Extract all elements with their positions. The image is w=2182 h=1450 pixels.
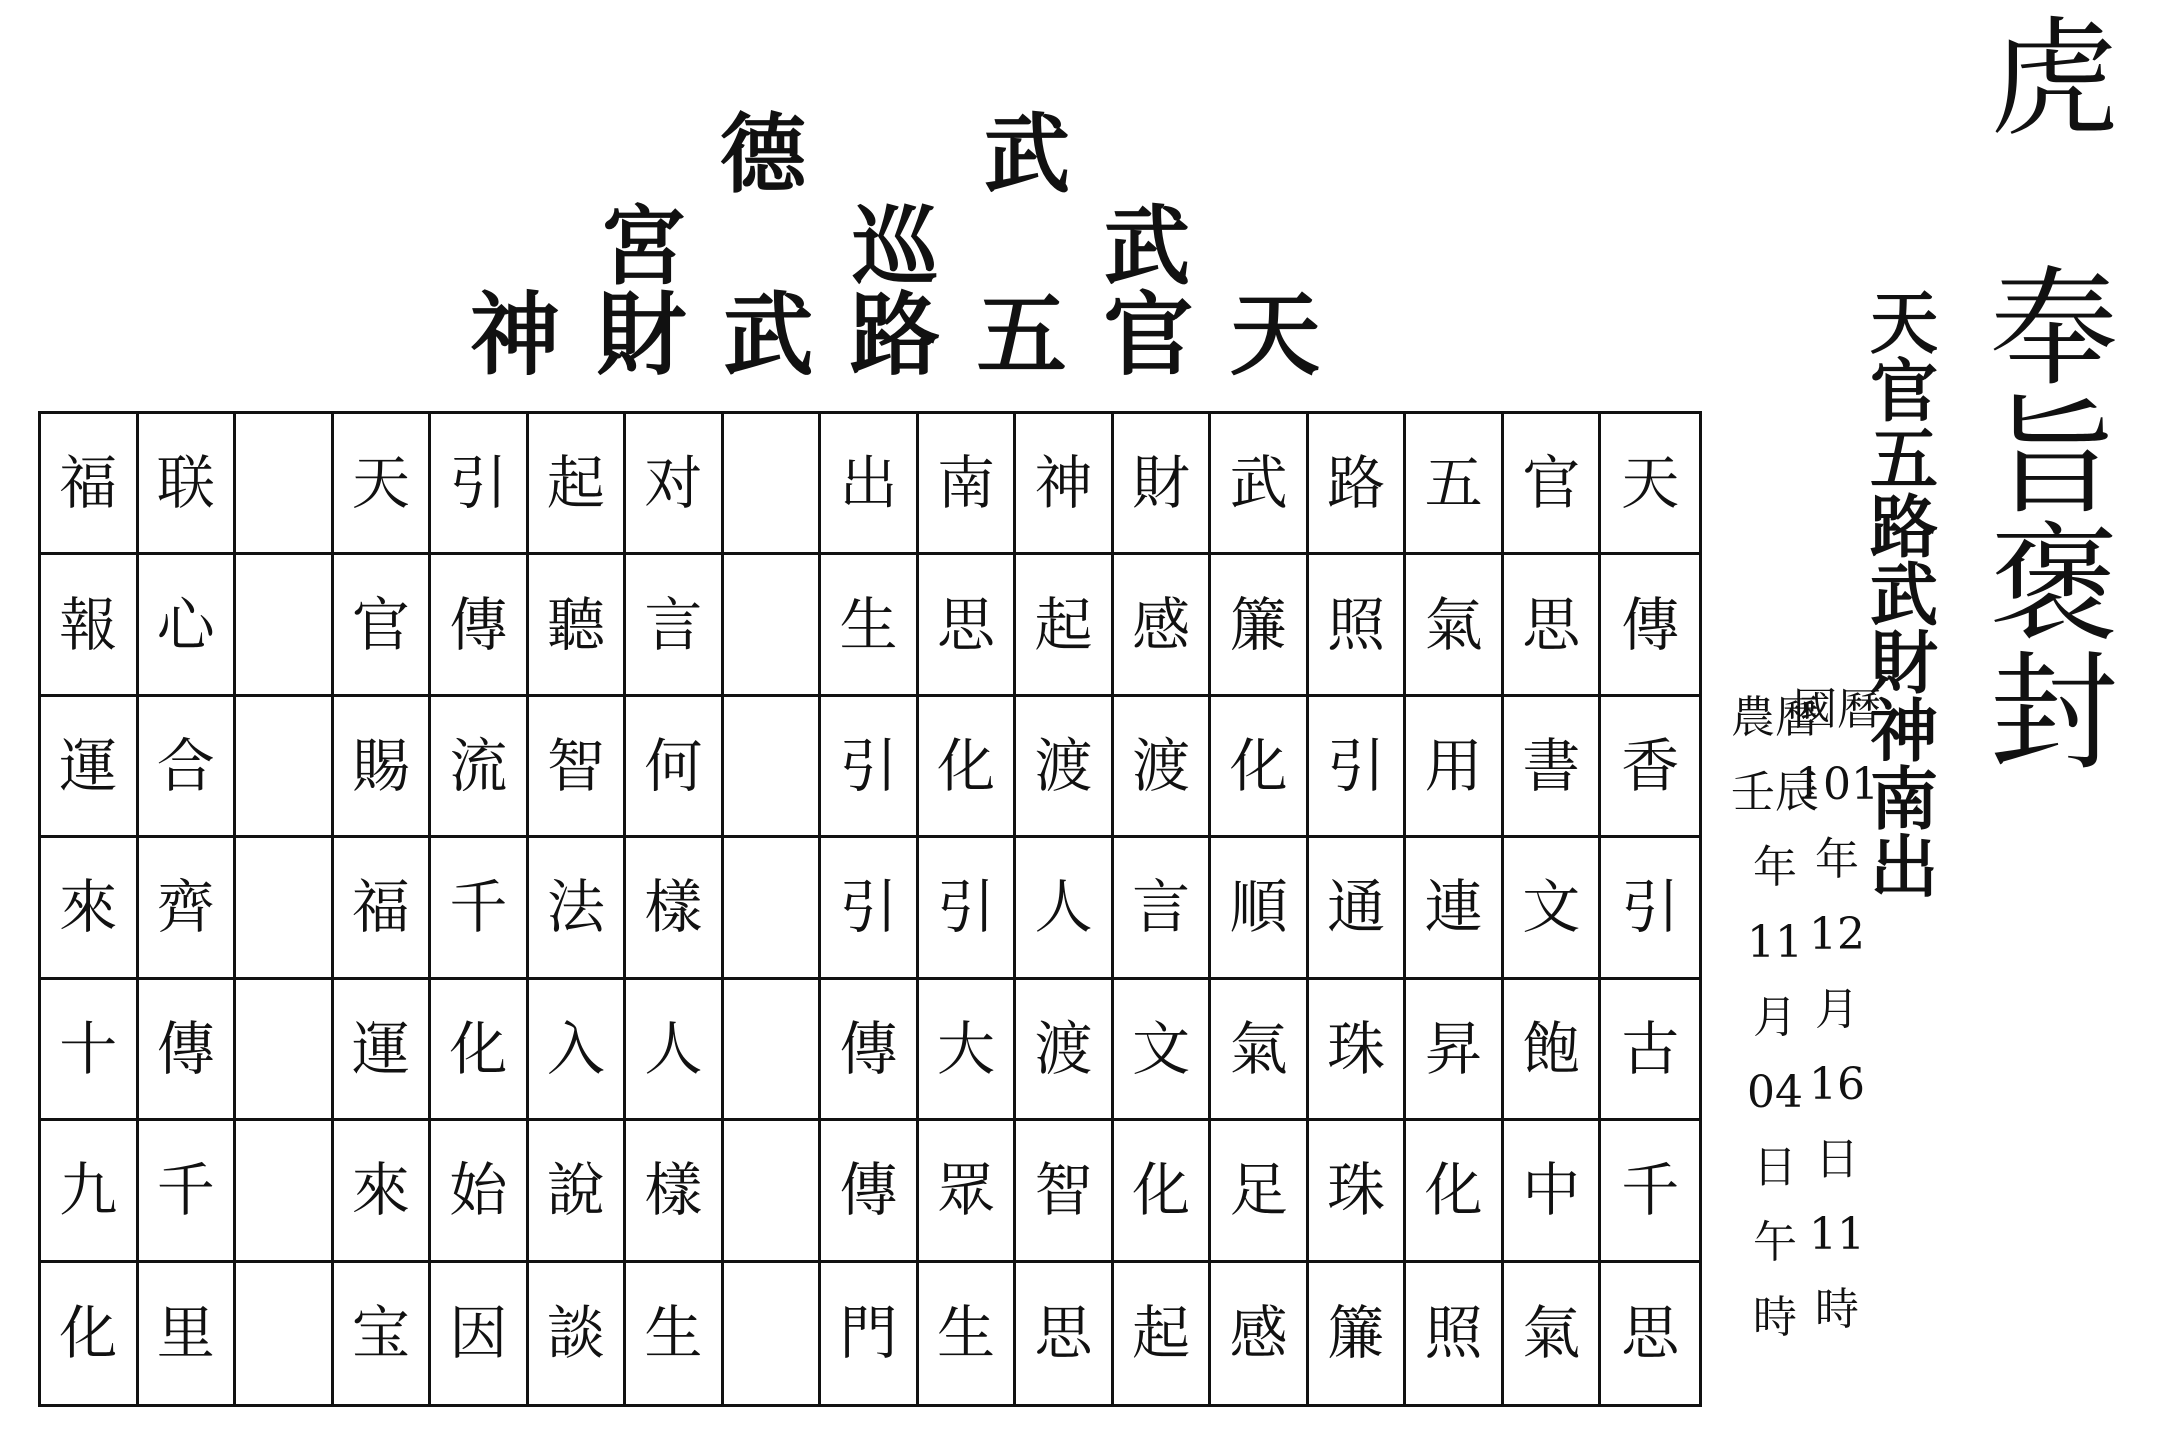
grid-cell: 談 xyxy=(546,1299,605,1368)
gregorian-date-part: 16 xyxy=(1809,1058,1865,1110)
grid-cell: 智 xyxy=(1016,1121,1111,1262)
grid-cell: 文 xyxy=(1114,980,1209,1121)
grid-cell: 珠 xyxy=(1309,980,1404,1121)
lunar-date-part: 時 xyxy=(1753,1291,1797,1343)
grid-cell xyxy=(236,1263,331,1404)
grid-cell: 因 xyxy=(449,1299,508,1368)
heading-character: 天 xyxy=(1229,282,1320,388)
grid-cell: 運 xyxy=(334,980,429,1121)
tiger-character: 虎 xyxy=(1990,5,2119,154)
poem-grid xyxy=(38,411,1702,1407)
grid-cell: 十 xyxy=(41,980,136,1121)
grid-cell: 照 xyxy=(1424,1299,1483,1368)
grid-cell: 官 xyxy=(1504,414,1599,555)
gregorian-date-part: 國曆 xyxy=(1793,683,1881,735)
grid-cell xyxy=(724,697,819,838)
grid-cell: 樣 xyxy=(626,838,721,979)
grid-cell: 入 xyxy=(529,980,624,1121)
grid-cell: 傳 xyxy=(821,1121,916,1262)
grid-cell: 智 xyxy=(529,697,624,838)
heading-character: 德 xyxy=(720,104,806,205)
grid-cell: 大 xyxy=(919,980,1014,1121)
grid-cell: 化 xyxy=(59,1299,118,1368)
grid-column xyxy=(529,414,627,1404)
grid-cell: 照 xyxy=(1309,555,1404,696)
grid-cell: 昇 xyxy=(1406,980,1501,1121)
gregorian-date-part: 時 xyxy=(1815,1283,1859,1335)
gregorian-date-part: 月 xyxy=(1815,983,1859,1035)
grid-cell xyxy=(236,555,331,696)
grid-cell: 傳 xyxy=(1601,555,1699,696)
grid-cell: 氣 xyxy=(1522,1299,1581,1368)
grid-cell: 順 xyxy=(1211,838,1306,979)
grid-cell: 足 xyxy=(1211,1121,1306,1262)
grid-cell: 引 xyxy=(431,414,526,555)
grid-cell: 心 xyxy=(139,555,234,696)
grid-column xyxy=(41,414,139,1404)
lunar-date-part: 午 xyxy=(1753,1216,1797,1268)
grid-cell: 連 xyxy=(1406,838,1501,979)
heading-character: 武 xyxy=(1104,196,1190,297)
grid-cell: 引 xyxy=(821,838,916,979)
heading-line-3 xyxy=(470,282,1320,388)
grid-cell: 流 xyxy=(431,697,526,838)
grid-cell: 官 xyxy=(334,555,429,696)
grid-cell: 運 xyxy=(41,697,136,838)
grid-cell: 言 xyxy=(1114,838,1209,979)
grid-cell: 香 xyxy=(1601,697,1699,838)
grid-column xyxy=(919,414,1017,1404)
grid-column xyxy=(724,414,822,1404)
grid-cell: 里 xyxy=(156,1299,215,1368)
grid-cell: 生 xyxy=(644,1299,703,1368)
grid-cell: 人 xyxy=(1016,838,1111,979)
heading-character: 財 xyxy=(596,282,687,388)
grid-cell: 簾 xyxy=(1211,555,1306,696)
grid-cell: 聽 xyxy=(529,555,624,696)
grid-cell: 九 xyxy=(41,1121,136,1262)
grid-cell xyxy=(724,838,819,979)
gregorian-date-part: 11 xyxy=(1809,1208,1865,1260)
lunar-date-part: 日 xyxy=(1753,1141,1797,1193)
grid-cell: 傳 xyxy=(139,980,234,1121)
grid-cell: 思 xyxy=(919,555,1014,696)
heading-line-1 xyxy=(720,104,1070,205)
heading-character: 武 xyxy=(723,282,814,388)
heading-character: 五 xyxy=(976,282,1067,388)
decree-character: 褒 xyxy=(1990,511,2119,660)
deity-character: 五 xyxy=(1870,420,1939,500)
grid-cell: 引 xyxy=(1309,697,1404,838)
grid-cell: 感 xyxy=(1229,1299,1288,1368)
grid-cell xyxy=(236,697,331,838)
grid-cell: 說 xyxy=(529,1121,624,1262)
grid-cell: 感 xyxy=(1114,555,1209,696)
grid-cell: 人 xyxy=(626,980,721,1121)
heading-character: 官 xyxy=(1103,282,1194,388)
grid-cell: 宝 xyxy=(351,1299,410,1368)
decree-character: 奉 xyxy=(1990,255,2119,404)
grid-cell: 傳 xyxy=(431,555,526,696)
grid-cell: 財 xyxy=(1114,414,1209,555)
lunar-date-part: 11 xyxy=(1747,916,1803,968)
grid-column xyxy=(1504,414,1602,1404)
grid-column xyxy=(236,414,334,1404)
grid-cell: 書 xyxy=(1504,697,1599,838)
lunar-date-column xyxy=(1731,680,1819,1355)
grid-cell: 生 xyxy=(937,1299,996,1368)
grid-cell: 福 xyxy=(334,838,429,979)
grid-cell: 報 xyxy=(41,555,136,696)
grid-cell: 武 xyxy=(1211,414,1306,555)
grid-cell xyxy=(724,1263,819,1404)
grid-cell xyxy=(236,980,331,1121)
lunar-date-part: 農曆 xyxy=(1731,691,1819,743)
grid-cell: 氣 xyxy=(1406,555,1501,696)
grid-cell: 法 xyxy=(529,838,624,979)
grid-cell: 思 xyxy=(1504,555,1599,696)
grid-cell: 出 xyxy=(821,414,916,555)
grid-cell: 起 xyxy=(1132,1299,1191,1368)
grid-cell: 來 xyxy=(334,1121,429,1262)
deity-character: 路 xyxy=(1870,488,1939,568)
grid-cell: 千 xyxy=(431,838,526,979)
grid-column xyxy=(626,414,724,1404)
grid-cell: 千 xyxy=(139,1121,234,1262)
grid-cell: 中 xyxy=(1504,1121,1599,1262)
grid-cell: 簾 xyxy=(1327,1299,1386,1368)
deity-character: 武 xyxy=(1870,556,1939,636)
grid-cell: 渡 xyxy=(1016,980,1111,1121)
grid-cell: 福 xyxy=(41,414,136,555)
grid-cell: 化 xyxy=(919,697,1014,838)
grid-cell: 化 xyxy=(1114,1121,1209,1262)
grid-cell: 眾 xyxy=(919,1121,1014,1262)
grid-cell: 用 xyxy=(1406,697,1501,838)
grid-cell: 生 xyxy=(821,555,916,696)
deity-character: 天 xyxy=(1870,284,1939,364)
grid-column xyxy=(431,414,529,1404)
grid-cell: 傳 xyxy=(821,980,916,1121)
grid-cell: 氣 xyxy=(1211,980,1306,1121)
grid-cell xyxy=(724,414,819,555)
grid-cell: 思 xyxy=(1034,1299,1093,1368)
deity-character: 出 xyxy=(1870,828,1939,908)
grid-cell: 神 xyxy=(1016,414,1111,555)
grid-cell: 南 xyxy=(919,414,1014,555)
grid-cell: 合 xyxy=(139,697,234,838)
grid-cell: 珠 xyxy=(1309,1121,1404,1262)
grid-cell: 千 xyxy=(1601,1121,1699,1262)
grid-cell: 渡 xyxy=(1016,697,1111,838)
grid-column xyxy=(1601,414,1699,1404)
lunar-date-part: 年 xyxy=(1753,841,1797,893)
decree-column xyxy=(1990,255,2119,788)
grid-cell: 門 xyxy=(839,1299,898,1368)
decree-character: 旨 xyxy=(1990,383,2119,532)
grid-column xyxy=(139,414,237,1404)
grid-cell: 渡 xyxy=(1114,697,1209,838)
grid-cell: 起 xyxy=(1016,555,1111,696)
grid-cell xyxy=(724,980,819,1121)
grid-cell: 文 xyxy=(1504,838,1599,979)
grid-cell: 來 xyxy=(41,838,136,979)
deity-character: 南 xyxy=(1870,760,1939,840)
heading-character: 宮 xyxy=(600,196,686,297)
lunar-date-part: 壬辰 xyxy=(1731,766,1819,818)
grid-cell: 起 xyxy=(529,414,624,555)
grid-cell: 通 xyxy=(1309,838,1404,979)
grid-cell: 五 xyxy=(1406,414,1501,555)
heading-character: 神 xyxy=(470,282,560,388)
grid-column xyxy=(334,414,432,1404)
heading-character: 武 xyxy=(984,104,1070,205)
gregorian-date-part: 年 xyxy=(1815,833,1859,885)
grid-cell: 对 xyxy=(626,414,721,555)
grid-column xyxy=(821,414,919,1404)
gregorian-date-part: 日 xyxy=(1815,1133,1859,1185)
grid-cell: 引 xyxy=(919,838,1014,979)
grid-cell: 何 xyxy=(626,697,721,838)
lunar-date-part: 04 xyxy=(1747,1066,1803,1118)
deity-character: 神 xyxy=(1870,692,1939,772)
grid-cell xyxy=(236,1121,331,1262)
tiger-seal-column xyxy=(1990,5,2119,154)
grid-cell: 天 xyxy=(1601,414,1699,555)
grid-cell: 思 xyxy=(1621,1299,1680,1368)
grid-cell: 樣 xyxy=(626,1121,721,1262)
grid-cell: 化 xyxy=(1406,1121,1501,1262)
grid-cell xyxy=(724,555,819,696)
deity-character: 官 xyxy=(1870,352,1939,432)
heading-character: 巡 xyxy=(852,196,938,297)
heading-line-2 xyxy=(600,196,1190,297)
grid-column xyxy=(1016,414,1114,1404)
grid-cell: 古 xyxy=(1601,980,1699,1121)
heading-character: 路 xyxy=(849,282,940,388)
grid-cell: 联 xyxy=(139,414,234,555)
grid-cell xyxy=(724,1121,819,1262)
grid-column xyxy=(1211,414,1309,1404)
grid-cell xyxy=(236,838,331,979)
grid-cell: 化 xyxy=(1211,697,1306,838)
grid-cell: 化 xyxy=(431,980,526,1121)
grid-column xyxy=(1406,414,1504,1404)
grid-column xyxy=(1309,414,1407,1404)
grid-column xyxy=(1114,414,1212,1404)
grid-cell: 始 xyxy=(431,1121,526,1262)
gregorian-date-part: 101 xyxy=(1795,758,1879,810)
grid-cell: 言 xyxy=(626,555,721,696)
grid-cell xyxy=(236,414,331,555)
grid-cell: 賜 xyxy=(334,697,429,838)
lunar-date-part: 月 xyxy=(1753,991,1797,1043)
grid-cell: 齊 xyxy=(139,838,234,979)
decree-character: 封 xyxy=(1990,639,2119,788)
grid-cell: 引 xyxy=(1601,838,1699,979)
gregorian-date-part: 12 xyxy=(1809,908,1865,960)
grid-cell: 路 xyxy=(1309,414,1404,555)
grid-cell: 飽 xyxy=(1504,980,1599,1121)
grid-cell: 引 xyxy=(821,697,916,838)
deity-character: 財 xyxy=(1870,624,1939,704)
grid-cell: 天 xyxy=(334,414,429,555)
